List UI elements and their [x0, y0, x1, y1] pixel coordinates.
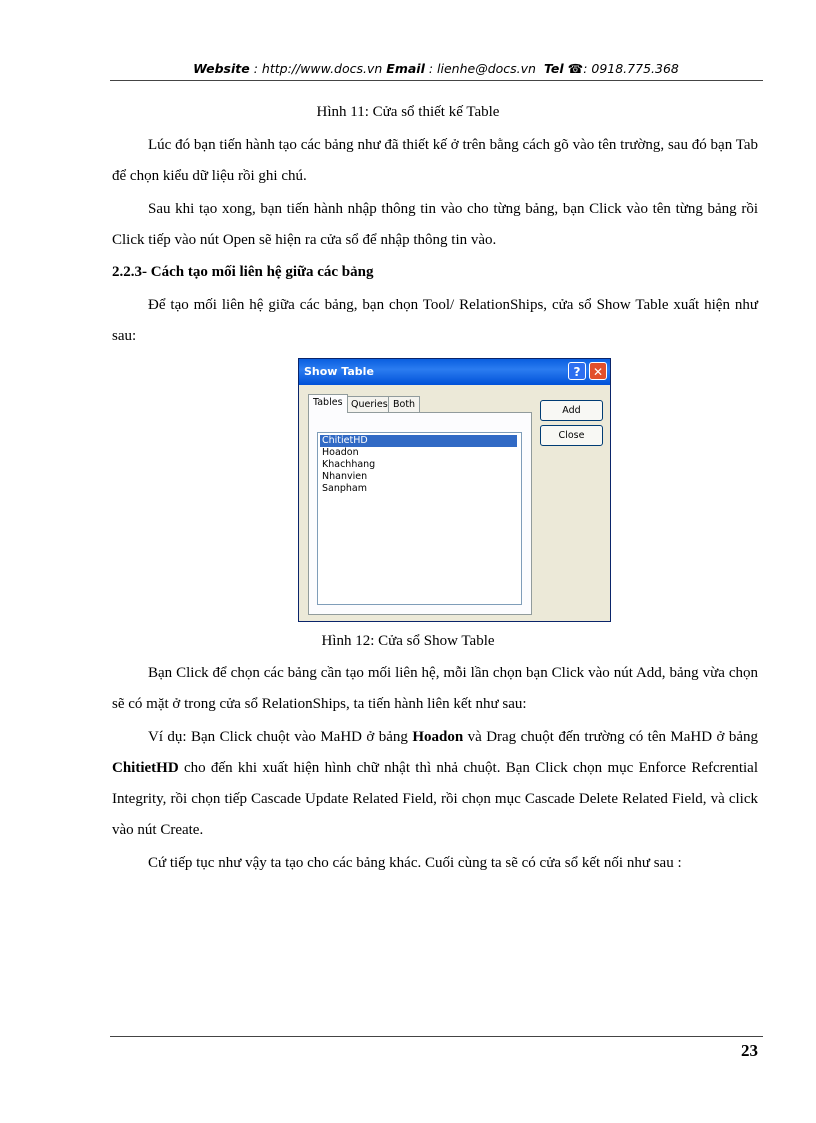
tab-queries[interactable]: Queries — [346, 396, 393, 412]
table-name-hoadon: Hoadon — [412, 729, 464, 745]
list-item[interactable]: Khachhang — [322, 459, 376, 470]
tab-panel — [308, 412, 532, 615]
dialog-titlebar[interactable] — [299, 359, 610, 385]
table-name-chitiethd: ChitietHD — [112, 760, 179, 776]
header-rule — [110, 80, 763, 81]
page-header — [110, 61, 762, 76]
paragraph-3-text: Để tạo mối liên hệ giữa các bảng, bạn chọn Tool/ RelationShips, cửa sổ Show Table xuất hiện như sau: — [112, 297, 758, 344]
paragraph-5-text — [112, 722, 758, 846]
website-separator: : — [249, 61, 262, 76]
close-icon: ✕ — [592, 365, 604, 379]
list-item[interactable]: ChitietHD — [320, 435, 517, 447]
footer-rule — [110, 1036, 763, 1037]
figure-11-caption: Hình 11: Cửa sổ thiết kế Table — [316, 104, 500, 120]
tab-both[interactable]: Both — [388, 396, 420, 412]
paragraph-2-text: Sau khi tạo xong, bạn tiến hành nhập thông tin vào cho từng bảng, bạn Click vào tên từng bảng rồi Click tiếp vào nút Open sẽ hiện ra cửa sổ để nhập thông tin vào. — [112, 201, 758, 248]
page-number: 23 — [741, 1041, 758, 1060]
website-url[interactable]: http://www.docs.vn — [261, 61, 383, 76]
paragraph-5-part-1: Ví dụ: Bạn Click chuột vào MaHD ở bảng — [148, 729, 413, 745]
paragraph-1-text: Lúc đó bạn tiến hành tạo các bảng như đã thiết kế ở trên bằng cách gõ vào tên trường, sau đó bạn Tab để chọn kiểu dữ liệu rồi ghi chú. — [112, 137, 758, 184]
tel-value: : 0918.775.368 — [583, 61, 679, 76]
paragraph-6-text: Cứ tiếp tục như vậy ta tạo cho các bảng khác. Cuối cùng ta sẽ có cửa sổ kết nối như sau : — [148, 855, 682, 871]
paragraph-3 — [112, 290, 758, 352]
tables-listbox[interactable] — [317, 432, 522, 605]
paragraph-5-part-3: cho đến khi xuất hiện hình chữ nhật thì nhả chuột. Bạn Click chọn mục Enforce Refcrential Integrity, rồi chọn tiếp Cascade Update Related Field, rồi chọn mục Cascade Delete Related Field, và click vào nút Create. — [112, 760, 758, 838]
email-separator: : — [424, 61, 438, 76]
add-button[interactable]: Add — [540, 400, 603, 421]
help-icon: ? — [573, 365, 581, 379]
email-value[interactable]: lienhe@docs.vn — [437, 61, 536, 76]
paragraph-1 — [112, 130, 758, 192]
figure-12-caption: Hình 12: Cửa sổ Show Table — [321, 633, 495, 649]
telephone-icon: ☎ — [567, 61, 584, 76]
email-label: Email — [386, 61, 425, 76]
paragraph-5-part-2: và Drag chuột đến trường có tên MaHD ở bảng — [463, 729, 758, 745]
paragraph-2 — [112, 194, 758, 256]
paragraph-6 — [112, 848, 758, 879]
list-item[interactable]: Sanpham — [322, 483, 367, 494]
dialog-title: Show Table — [304, 365, 374, 378]
paragraph-4-text: Bạn Click để chọn các bảng cần tạo mối liên hệ, mỗi lần chọn bạn Click vào nút Add, bảng vừa chọn sẽ có mặt ở trong cửa sổ RelationShips, ta tiến hành liên kết như sau: — [112, 665, 758, 712]
tel-label: Tel — [543, 61, 564, 76]
close-button[interactable]: Close — [540, 425, 603, 446]
close-window-button[interactable] — [589, 362, 607, 380]
tab-tables[interactable]: Tables — [308, 394, 348, 413]
section-heading: 2.2.3- Cách tạo mối liên hệ giữa các bảng — [112, 264, 374, 280]
paragraph-4 — [112, 658, 758, 720]
list-item[interactable]: Hoadon — [322, 447, 359, 458]
list-item[interactable]: Nhanvien — [322, 471, 368, 482]
website-label: Website — [193, 61, 250, 76]
paragraph-5 — [112, 722, 758, 846]
help-button[interactable] — [568, 362, 586, 380]
show-table-dialog — [298, 358, 611, 622]
